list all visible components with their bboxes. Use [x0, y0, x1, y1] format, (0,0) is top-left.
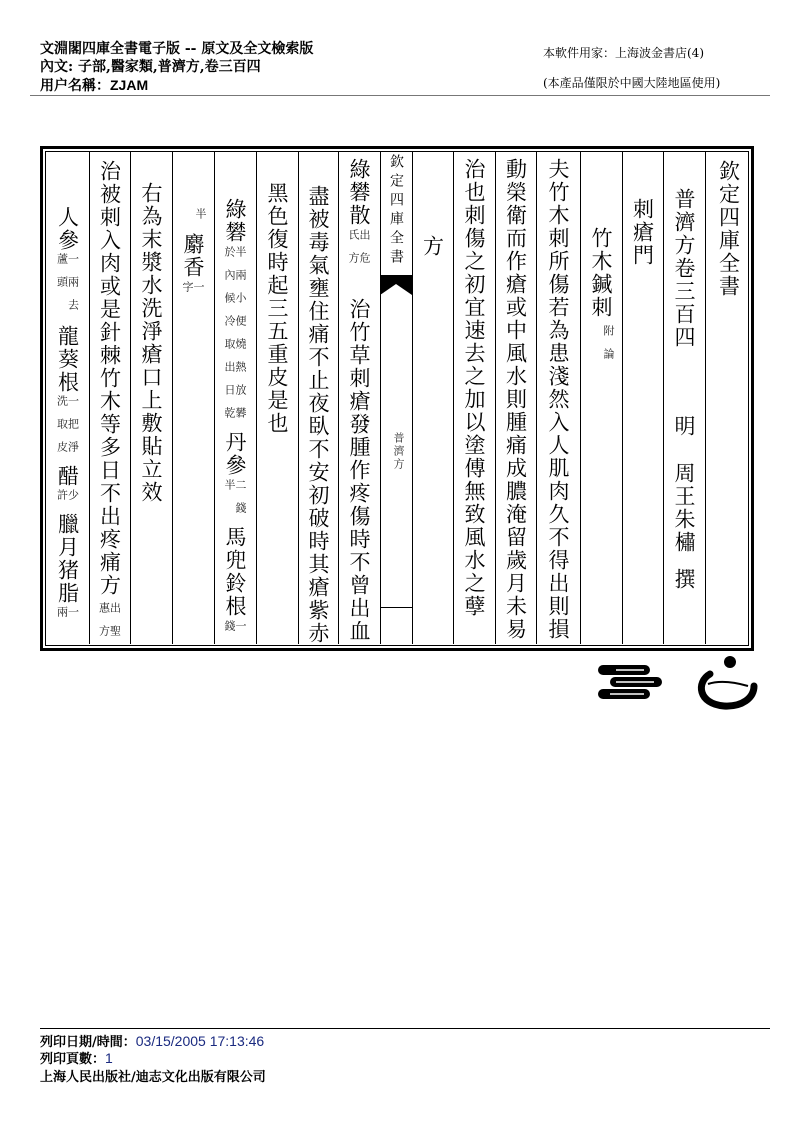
band-book-title: 普濟方 [392, 432, 405, 471]
main-text: 綠礬 [223, 198, 247, 244]
text-column [705, 152, 752, 644]
main-text: 治也刺傷之初宜速去之加以塗傅無致風水之孽 [462, 158, 486, 618]
annotation-note: 半兩小便燒熱放礬於內候冷取出日乾 [223, 246, 247, 430]
annotation-note: 二錢半 [223, 479, 247, 525]
main-text: 方 [420, 235, 445, 258]
annotation-note: 一字 [181, 281, 205, 304]
text-column [214, 152, 256, 644]
text-column [130, 152, 172, 644]
print-pages [40, 1048, 113, 1067]
books-logo-icon [596, 662, 666, 702]
app-title: 文淵閣四庫全書電子版 -- 原文及全文檢索版 [40, 41, 314, 57]
publisher-swirl-logo-icon [690, 652, 760, 712]
main-text: 黑色復時起三五重皮是也 [265, 182, 289, 435]
main-text: 治被刺入肉或是針棘竹木等多日不出疼痛方 [97, 160, 122, 597]
text-column [622, 152, 663, 644]
annotation-note: 出聖惠方 [97, 602, 122, 648]
print-date-value: 03/15/2005 17:13:46 [135, 1033, 265, 1049]
main-text: 撰 [672, 568, 696, 591]
header-divider [30, 95, 770, 96]
main-text: 刺瘡門 [630, 198, 655, 267]
main-text: 盡被毒氣壅住痛不止夜臥不安初破時其瘡紫赤 [306, 185, 330, 645]
annotation-note: 一兩去蘆頭 [55, 253, 80, 322]
publisher: 上海人民出版社/迪志文化出版有限公司 [40, 1070, 266, 1085]
print-pages-label: 列印頁數： [40, 1052, 106, 1067]
main-text: 綠礬散 [347, 158, 371, 227]
band-title: 欽定四庫全書 [388, 154, 404, 268]
main-text: 普濟方卷三百四 [672, 188, 696, 349]
main-text: 竹木鍼刺 [589, 227, 613, 319]
annotation-note: 一把淨洗取皮 [55, 395, 80, 464]
text-column [46, 152, 89, 644]
main-text: 夫竹木刺所傷若為患淺然入人肌肉久不得出則損 [546, 158, 570, 641]
main-text: 動榮衛而作瘡或中風水則腫痛成膿淹留歲月未易 [503, 158, 528, 641]
main-text: 醋 [55, 465, 80, 488]
text-column [412, 152, 453, 644]
main-text: 丹參 [223, 431, 247, 477]
licensee: 本軟件用家：上海波金書店(4) [543, 46, 704, 60]
user-label: 用户名稱： [40, 78, 110, 94]
text-column [663, 152, 705, 644]
text-column [338, 152, 380, 644]
annotation-note: 少許 [55, 489, 80, 512]
user-name [40, 76, 148, 95]
main-text: 龍葵根 [55, 325, 80, 394]
annotation-note: 半 [194, 208, 207, 231]
annotation-note: 一兩 [55, 606, 80, 629]
main-text: 周王朱橚 [672, 462, 696, 554]
annotation-note: 一錢 [223, 620, 247, 643]
print-date-label: 列印日期/時間： [40, 1035, 136, 1050]
fishtail-icon [380, 275, 412, 297]
print-pages-value: 1 [105, 1050, 113, 1066]
annotation-note: 出危氏方 [347, 229, 371, 275]
text-column [298, 152, 338, 644]
main-text: 麝香 [181, 233, 205, 279]
main-text: 明 [672, 415, 696, 438]
text-column [453, 152, 495, 644]
center-band [380, 152, 412, 644]
restriction-notice: (本產品僅限於中國大陸地區使用) [543, 76, 721, 90]
main-text: 馬兜鈴根 [223, 526, 247, 618]
main-text: 臘月猪脂 [55, 513, 80, 605]
band-divider [380, 607, 412, 608]
text-column [536, 152, 580, 644]
text-column [580, 152, 622, 644]
footer-divider [40, 1028, 770, 1029]
annotation-note: 附論 [602, 325, 615, 371]
text-column [495, 152, 536, 644]
main-text: 欽定四庫全書 [716, 160, 741, 298]
content-path: 內文: 子部,醫家類,普濟方,卷三百四 [40, 59, 261, 75]
main-text: 右為末漿水洗淨瘡口上敷貼立效 [139, 182, 163, 504]
text-column [89, 152, 130, 648]
main-text: 治竹草刺瘡發腫作疼傷時不曾出血 [347, 298, 371, 643]
text-column [172, 152, 214, 644]
text-column [256, 152, 298, 644]
user-value: ZJAM [110, 77, 149, 93]
main-text: 人參 [55, 206, 80, 252]
